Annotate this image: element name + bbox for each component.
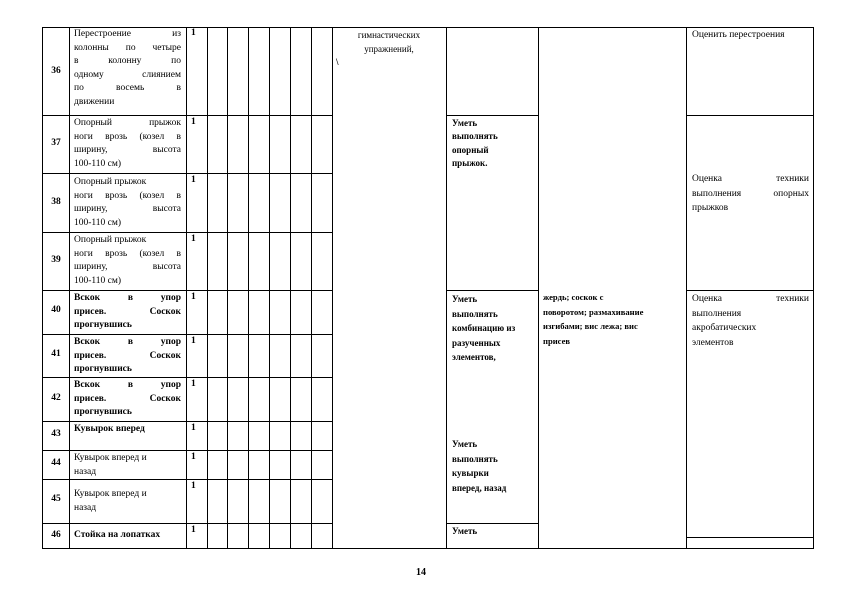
row-line: [42, 421, 333, 422]
row-number: 42: [51, 393, 61, 403]
hours-value: 1: [191, 452, 196, 462]
row-line: [42, 290, 333, 291]
row-number: 38: [51, 197, 61, 207]
control-text: Оценить перестроения: [692, 30, 785, 40]
col-line: [290, 27, 291, 549]
col-line: [186, 27, 187, 549]
lesson-topic: Вскок в упор присев. Соскок прогнувшись: [74, 337, 181, 375]
control-text: Оценка техники выполнения акробатических элементов: [692, 294, 809, 348]
hours-value: 1: [191, 336, 196, 346]
skills-text: Уметь выполнять кувырки вперед, назад: [452, 439, 507, 493]
col-line: [69, 27, 70, 549]
lesson-topic: Кувырок вперед и назад: [74, 453, 147, 477]
col-line: [227, 27, 228, 549]
hours-value: 1: [191, 234, 196, 244]
lesson-topic: Опорный прыжок ноги врозь (козел в ширину, высота 100-110 см): [74, 177, 181, 228]
hours-value: 1: [191, 423, 196, 433]
col-line: [813, 27, 814, 549]
row-number: 39: [51, 255, 61, 265]
control-line: [686, 115, 814, 116]
control-line: [686, 537, 814, 538]
row-line: [42, 173, 333, 174]
col-line: [207, 27, 208, 549]
row-line: [42, 450, 333, 451]
row-number: 36: [51, 66, 61, 76]
hours-value: 1: [191, 379, 196, 389]
content-text: гимнастических упражнений, \: [336, 30, 421, 68]
row-number: 41: [51, 349, 61, 359]
col-line: [446, 27, 447, 549]
row-line: [42, 523, 333, 524]
uud-text: жердь; соскок с поворотом; размахивание изгибами; вис лежа; вис присев: [543, 292, 644, 346]
col-line: [332, 27, 333, 549]
row-line: [42, 232, 333, 233]
skills-text: Уметь выполнять комбинацию из разученных элементов,: [452, 294, 516, 362]
lesson-topic: Кувырок вперед и назад: [74, 489, 147, 513]
row-number: 46: [51, 530, 61, 540]
row-line: [42, 115, 333, 116]
control-line: [686, 290, 814, 291]
row-number: 44: [51, 458, 61, 468]
col-line: [42, 27, 43, 549]
lesson-topic: Стойка на лопатках: [74, 530, 161, 540]
table-bottom-border: [42, 548, 814, 549]
skills-line: [446, 115, 539, 116]
hours-value: 1: [191, 28, 196, 38]
row-number: 43: [51, 429, 61, 439]
skills-text: Уметь выполнять опорный прыжок.: [452, 118, 498, 168]
hours-value: 1: [191, 481, 196, 491]
lesson-topic: Кувырок вперед: [74, 424, 145, 434]
row-number: 40: [51, 305, 61, 315]
hours-value: 1: [191, 175, 196, 185]
hours-value: 1: [191, 117, 196, 127]
lesson-topic: Опорный прыжок ноги врозь (козел в ширину, высота 100-110 см): [74, 235, 181, 286]
col-line: [538, 27, 539, 549]
row-line: [42, 334, 333, 335]
skills-line: [446, 523, 539, 524]
skills-line: [446, 290, 539, 291]
row-line: [42, 377, 333, 378]
lesson-topic: Вскок в упор присев. Соскок прогнувшись: [74, 293, 181, 331]
col-line: [269, 27, 270, 549]
lesson-topic: Опорный прыжок ноги врозь (козел в ширину, высота 100-110 см): [74, 118, 181, 169]
lesson-topic: Перестроение из колонны по четыре в колонну по одному слиянием по восемь в движении: [74, 29, 181, 107]
row-number: 37: [51, 138, 61, 148]
col-line: [686, 27, 687, 549]
lesson-topic: Вскок в упор присев. Соскок прогнувшись: [74, 380, 181, 418]
row-number: 45: [51, 494, 61, 504]
col-line: [311, 27, 312, 549]
control-text: Оценка техники выполнения опорных прыжков: [692, 174, 809, 213]
skills-text: Уметь: [452, 526, 478, 536]
page-number: 14: [416, 567, 426, 578]
hours-value: 1: [191, 292, 196, 302]
col-line: [248, 27, 249, 549]
hours-value: 1: [191, 525, 196, 535]
